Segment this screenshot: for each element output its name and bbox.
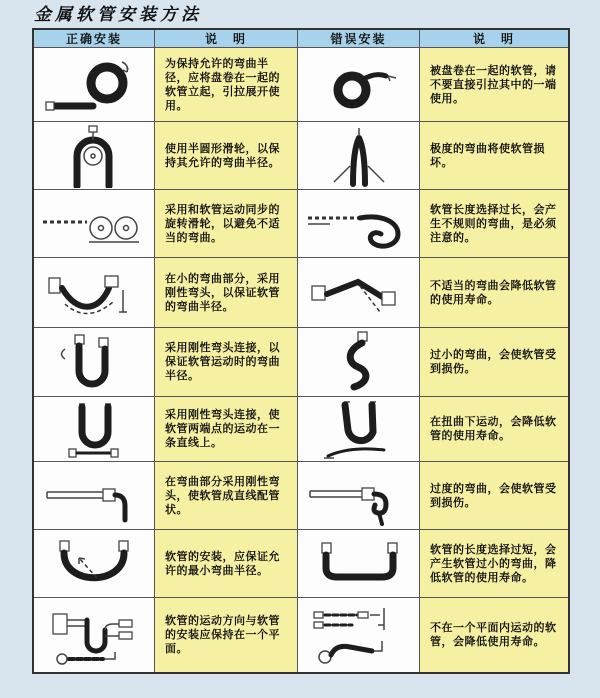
wrong-illustration-twisted-u: [298, 397, 420, 462]
correct-illustration-straight-run-elbow: [34, 462, 155, 530]
correct-illustration-rotating-pulleys: [34, 190, 155, 258]
correct-illustration-standing-coil: [34, 48, 155, 122]
rigid-elbow-small-bend-icon: [35, 260, 153, 326]
header-correct-install: 正确安装: [34, 30, 155, 48]
correct-desc-7: 在弯曲部分采用刚性弯头，使软管成直线配管状。: [155, 462, 298, 530]
wrong-desc-5: 过小的弯曲，会使软管受到损伤。: [420, 328, 568, 397]
wrong-illustration-improper-bend: [298, 258, 420, 328]
wrong-desc-9: 不在一个平面内运动的软管，会降低使用寿命。: [420, 598, 568, 672]
installation-table: [32, 28, 570, 674]
rotating-pulleys-icon: [35, 192, 153, 256]
wrong-illustration-extreme-bend: [298, 122, 420, 190]
wrong-illustration-small-s-bend: [298, 328, 420, 397]
correct-desc-1: 为保持允许的弯曲半径，应将盘卷在一起的软管立起，引拉展开使用。: [155, 48, 298, 122]
wrong-desc-7: 过度的弯曲，会使软管受到损伤。: [420, 462, 568, 530]
wrong-illustration-overlong-loop: [298, 190, 420, 258]
wrong-illustration-coil-pulled: [298, 48, 420, 122]
correct-desc-2: 使用半圆形滑轮，以保持其允许的弯曲半径。: [155, 122, 298, 190]
wrong-illustration-overbent-hook: [298, 462, 420, 530]
wrong-desc-1: 被盘卷在一起的软管，请不要直接引拉其中的一端使用。: [420, 48, 568, 122]
correct-desc-4: 在小的弯曲部分，采用刚性弯头，以保证软管的弯曲半径。: [155, 258, 298, 328]
overbent-hook-icon: [300, 464, 418, 528]
twisted-u-icon: [300, 398, 418, 460]
correct-desc-3: 采用和软管运动同步的旋转滑轮，以避免不适当的弯曲。: [155, 190, 298, 258]
wrong-desc-3: 软管长度选择过长，会产生不规则的弯曲，是必须注意的。: [420, 190, 568, 258]
improper-bend-icon: [300, 260, 418, 326]
same-plane-trap-icon: [35, 600, 153, 670]
correct-illustration-pulley: [34, 122, 155, 190]
semicircular-pulley-icon: [35, 124, 153, 188]
wrong-illustration-too-short-hose: [298, 530, 420, 598]
correct-desc-9: 软管的运动方向与软管的安装应保持在一个平面。: [155, 598, 298, 672]
correct-desc-5: 采用刚性弯头连接，以保证软管运动时的弯曲半径。: [155, 328, 298, 397]
correct-illustration-minimum-bend-radius: [34, 530, 155, 598]
wrong-illustration-out-of-plane: [298, 598, 420, 672]
wrong-desc-6: 在扭曲下运动，会降低软管的使用寿命。: [420, 397, 568, 462]
overlong-loop-icon: [300, 192, 418, 256]
minimum-bend-radius-icon: [35, 532, 153, 596]
correct-desc-6: 采用刚性弯头连接，使软管两端点的运动在一条直线上。: [155, 397, 298, 462]
correct-illustration-same-plane: [34, 598, 155, 672]
correct-illustration-rigid-elbow-small-bend: [34, 258, 155, 328]
correct-illustration-rigid-elbow-u-loop: [34, 328, 155, 397]
extreme-bend-icon: [300, 124, 418, 188]
correct-illustration-u-ends-aligned: [34, 397, 155, 462]
standing-coil-hose-icon: [35, 50, 153, 120]
out-of-plane-icon: [300, 600, 418, 670]
wrong-desc-2: 极度的弯曲将使软管损坏。: [420, 122, 568, 190]
straight-run-elbow-icon: [35, 464, 153, 528]
u-ends-aligned-icon: [35, 398, 153, 460]
page-title: 金属软管安装方法: [34, 5, 202, 25]
header-description-1: 说 明: [155, 30, 298, 48]
coil-pulled-icon: [300, 50, 418, 120]
header-description-2: 说 明: [420, 30, 568, 48]
wrong-desc-8: 软管的长度选择过短，会产生软管过小的弯曲，降低软管的使用寿命。: [420, 530, 568, 598]
too-short-hose-icon: [300, 532, 418, 596]
header-wrong-install: 错误安装: [298, 30, 420, 48]
rigid-elbow-u-loop-icon: [35, 329, 153, 395]
correct-desc-8: 软管的安装，应保证允许的最小弯曲半径。: [155, 530, 298, 598]
wrong-desc-4: 不适当的弯曲会降低软管的使用寿命。: [420, 258, 568, 328]
small-s-bend-icon: [300, 329, 418, 395]
